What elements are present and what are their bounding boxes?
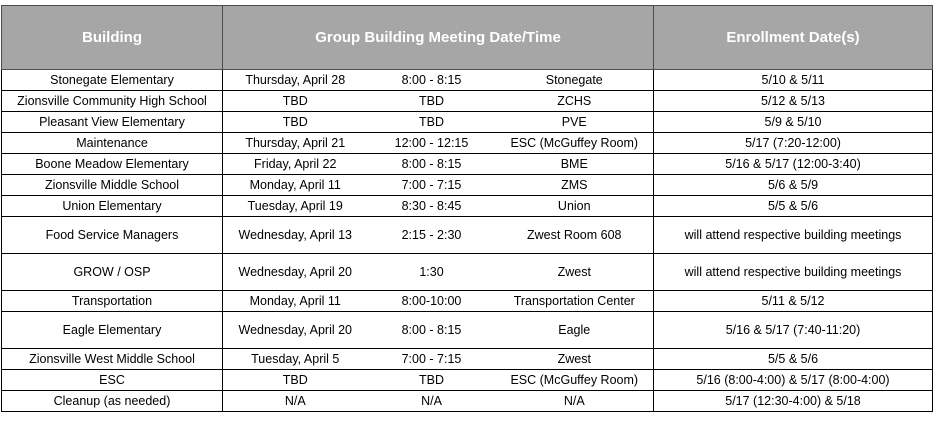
cell-date: Thursday, April 21 [223,133,368,154]
cell-date: Tuesday, April 5 [223,349,368,370]
cell-enrollment: 5/10 & 5/11 [654,70,933,91]
table-row [2,391,933,412]
cell-time: 1:30 [368,254,496,291]
cell-location: Transportation Center [496,291,654,312]
table-row [2,133,933,154]
cell-location: PVE [496,112,654,133]
table-row [2,312,933,349]
table-row [2,349,933,370]
cell-date: Wednesday, April 20 [223,312,368,349]
cell-time: 7:00 - 7:15 [368,349,496,370]
schedule-table [1,5,933,412]
cell-enrollment: 5/16 & 5/17 (7:40-11:20) [654,312,933,349]
table-row [2,70,933,91]
cell-location: Zwest [496,254,654,291]
cell-date: TBD [223,91,368,112]
cell-building: Union Elementary [2,196,223,217]
cell-location: ZMS [496,175,654,196]
cell-enrollment: 5/12 & 5/13 [654,91,933,112]
cell-location: BME [496,154,654,175]
cell-time: TBD [368,112,496,133]
cell-building: Zionsville Community High School [2,91,223,112]
cell-time: 2:15 - 2:30 [368,217,496,254]
cell-time: TBD [368,370,496,391]
cell-date: Monday, April 11 [223,291,368,312]
cell-time: 8:30 - 8:45 [368,196,496,217]
cell-enrollment: will attend respective building meetings [654,217,933,254]
cell-building: Eagle Elementary [2,312,223,349]
cell-building: Boone Meadow Elementary [2,154,223,175]
cell-time: 8:00 - 8:15 [368,154,496,175]
table-body [2,70,933,412]
cell-enrollment: 5/16 (8:00-4:00) & 5/17 (8:00-4:00) [654,370,933,391]
header-meeting: Group Building Meeting Date/Time [223,6,654,70]
cell-time: 8:00 - 8:15 [368,70,496,91]
cell-location: ESC (McGuffey Room) [496,370,654,391]
header-building: Building [2,6,223,70]
cell-enrollment: 5/17 (12:30-4:00) & 5/18 [654,391,933,412]
cell-building: Food Service Managers [2,217,223,254]
cell-location: Eagle [496,312,654,349]
cell-date: Friday, April 22 [223,154,368,175]
cell-building: Pleasant View Elementary [2,112,223,133]
cell-date: Monday, April 11 [223,175,368,196]
table-row [2,217,933,254]
cell-enrollment: 5/11 & 5/12 [654,291,933,312]
table-row [2,254,933,291]
cell-enrollment: 5/6 & 5/9 [654,175,933,196]
cell-building: Stonegate Elementary [2,70,223,91]
table-row [2,291,933,312]
cell-time: N/A [368,391,496,412]
cell-location: ESC (McGuffey Room) [496,133,654,154]
table-row [2,175,933,196]
cell-date: Thursday, April 28 [223,70,368,91]
table-row [2,91,933,112]
table-row [2,196,933,217]
cell-location: Zwest Room 608 [496,217,654,254]
cell-enrollment: will attend respective building meetings [654,254,933,291]
table-row [2,154,933,175]
cell-building: Zionsville Middle School [2,175,223,196]
cell-enrollment: 5/17 (7:20-12:00) [654,133,933,154]
cell-enrollment: 5/5 & 5/6 [654,349,933,370]
cell-location: N/A [496,391,654,412]
cell-enrollment: 5/9 & 5/10 [654,112,933,133]
cell-date: N/A [223,391,368,412]
cell-building: GROW / OSP [2,254,223,291]
cell-time: 12:00 - 12:15 [368,133,496,154]
cell-date: Wednesday, April 13 [223,217,368,254]
cell-time: TBD [368,91,496,112]
cell-date: TBD [223,370,368,391]
cell-time: 7:00 - 7:15 [368,175,496,196]
table-row [2,112,933,133]
cell-time: 8:00-10:00 [368,291,496,312]
cell-date: Wednesday, April 20 [223,254,368,291]
cell-location: ZCHS [496,91,654,112]
cell-time: 8:00 - 8:15 [368,312,496,349]
header-enrollment: Enrollment Date(s) [654,6,933,70]
cell-date: TBD [223,112,368,133]
cell-building: Maintenance [2,133,223,154]
cell-building: Cleanup (as needed) [2,391,223,412]
cell-building: Zionsville West Middle School [2,349,223,370]
cell-enrollment: 5/16 & 5/17 (12:00-3:40) [654,154,933,175]
cell-building: ESC [2,370,223,391]
header-row [2,6,933,70]
table-row [2,370,933,391]
cell-date: Tuesday, April 19 [223,196,368,217]
cell-building: Transportation [2,291,223,312]
cell-location: Union [496,196,654,217]
cell-location: Stonegate [496,70,654,91]
cell-enrollment: 5/5 & 5/6 [654,196,933,217]
cell-location: Zwest [496,349,654,370]
